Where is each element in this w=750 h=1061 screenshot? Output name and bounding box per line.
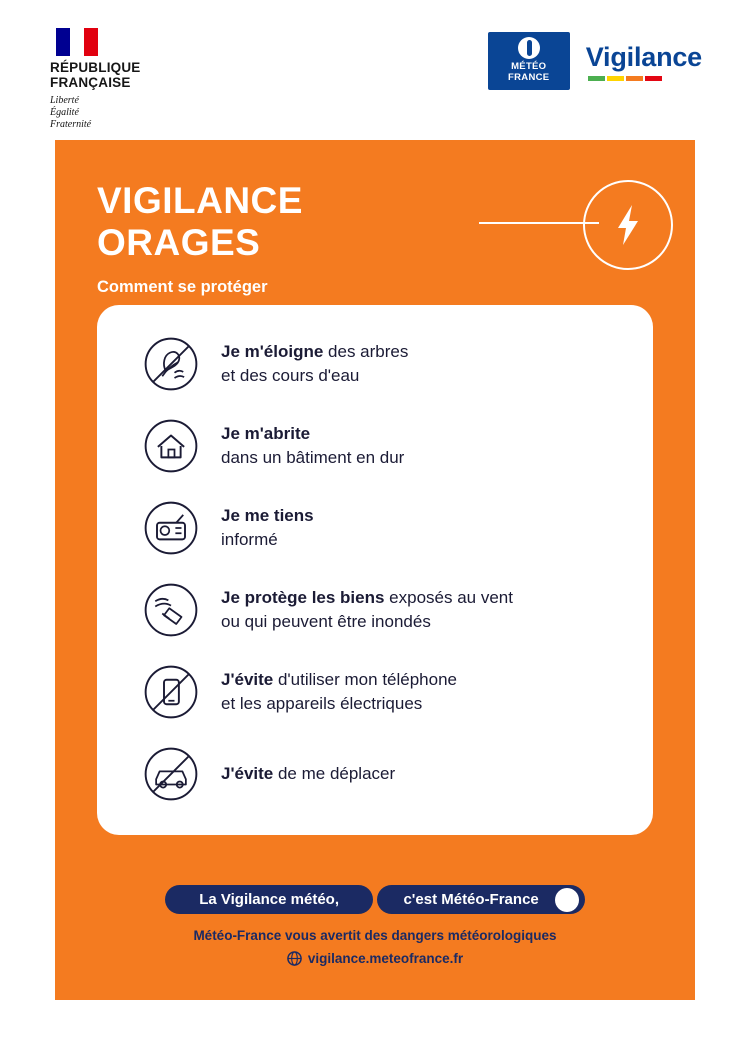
footer-pill-line-2: c'est Météo-France [377,885,584,914]
advice-bold: J'évite [221,764,274,783]
republique-line-1: RÉPUBLIQUE [50,60,141,75]
advice-rest: d'utiliser mon téléphone [273,670,457,689]
advice-card [97,305,653,835]
advice-bold: J'évite [221,670,274,689]
advice-text [221,504,314,552]
advice-item [97,569,653,651]
advice-item [97,405,653,487]
secure-objects-icon [143,582,199,638]
french-flag-icon [56,28,98,56]
republique-motto [50,95,210,131]
advice-line-2: informé [221,530,278,549]
footer-tagline: Météo-France vous avertit des dangers météorologiques [193,928,557,943]
meteo-france-mark-icon [518,37,540,59]
house-icon [143,418,199,474]
radio-icon [143,500,199,556]
advice-text [221,668,457,716]
page-header [0,0,750,140]
meteo-france-line-2: FRANCE [508,71,550,83]
advice-text [221,586,513,634]
footer-pill-line-1: La Vigilance météo, [165,885,373,914]
advice-text [221,340,408,388]
storm-badge [583,180,673,270]
advice-text [221,762,395,786]
advice-bold: Je m'abrite [221,424,311,443]
advice-rest: de me déplacer [273,764,396,783]
advice-line-2: ou qui peuvent être inondés [221,612,431,631]
footer-url-text: vigilance.meteofrance.fr [307,951,464,966]
advice-text [221,422,404,470]
advice-line-2: dans un bâtiment en dur [221,448,405,467]
car-forbidden-icon [143,746,199,802]
advice-item [97,733,653,815]
advice-item [97,651,653,733]
republique-francaise-logo [50,28,210,131]
motto-fraternite: Fraternité [50,119,92,130]
advice-rest: exposés au vent [384,588,513,607]
tree-water-forbidden-icon [143,336,199,392]
poster-title-line-1: VIGILANCE [97,180,303,221]
lightning-bolt-icon [611,203,645,247]
advice-bold: Je protège les biens [221,588,385,607]
badge-connector-line [479,222,599,224]
advice-item [97,323,653,405]
advice-line-2: et les appareils électriques [221,694,423,713]
vigilance-wordmark: Vigilance [585,41,702,72]
vigilance-poster [55,140,695,1000]
advice-bold: Je me tiens [221,506,314,525]
advice-item [97,487,653,569]
republique-line-2: FRANÇAISE [50,75,131,90]
vigilance-logo [586,42,702,81]
motto-egalite: Égalité [50,107,79,118]
motto-liberte: Liberté [50,95,79,106]
meteo-france-logo [488,32,570,90]
brand-logos [488,32,702,90]
poster-footer [55,885,695,966]
advice-line-2: et des cours d'eau [221,366,360,385]
poster-header [55,140,695,297]
poster-title-line-2: ORAGES [97,222,261,263]
vigilance-color-bars [588,76,702,81]
globe-icon [287,951,302,966]
phone-forbidden-icon [143,664,199,720]
poster-subtitle: Comment se protéger [97,278,268,296]
advice-bold: Je m'éloigne [221,342,324,361]
footer-url[interactable] [55,951,695,966]
meteo-france-line-1: MÉTÉO [511,61,547,72]
advice-rest: des arbres [323,342,409,361]
